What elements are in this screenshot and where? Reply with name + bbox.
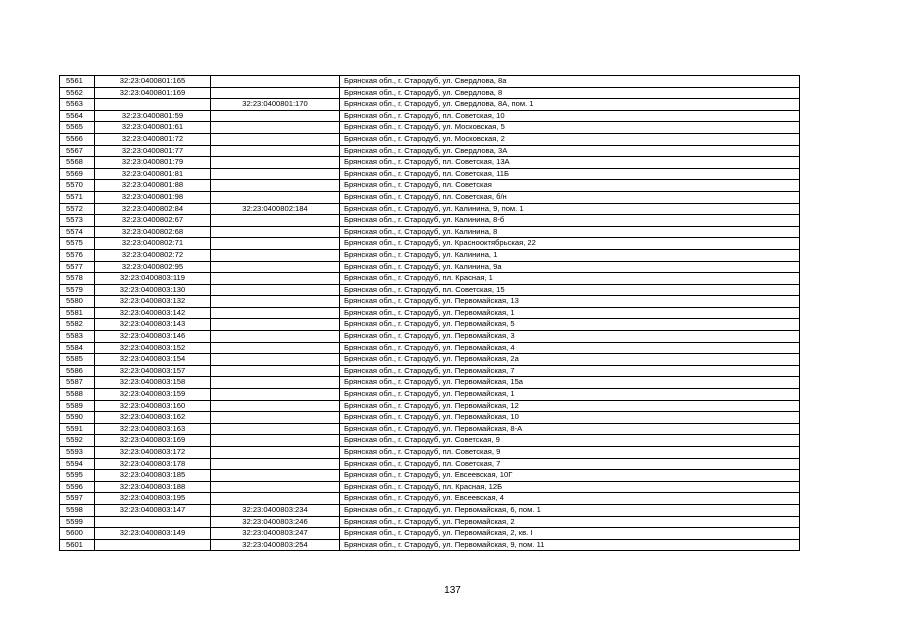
table-row [60,122,800,134]
table-row [60,99,800,111]
row-number-cell: 5591 [60,423,95,435]
cadastral-number-cell: 32:23:0400801:59 [95,110,211,122]
related-cadastral-number-cell [211,481,340,493]
cadastral-number-cell: 32:23:0400801:88 [95,180,211,192]
related-cadastral-number-cell [211,261,340,273]
row-number-cell: 5592 [60,435,95,447]
table-row [60,273,800,285]
cadastral-number-cell: 32:23:0400802:67 [95,215,211,227]
cadastral-number-cell: 32:23:0400803:132 [95,296,211,308]
row-number-cell: 5575 [60,238,95,250]
table-row [60,87,800,99]
table-row [60,145,800,157]
related-cadastral-number-cell [211,157,340,169]
row-number-cell: 5583 [60,331,95,343]
related-cadastral-number-cell [211,377,340,389]
row-number-cell: 5572 [60,203,95,215]
related-cadastral-number-cell [211,400,340,412]
related-cadastral-number-cell: 32:23:0400803:234 [211,504,340,516]
row-number-cell: 5585 [60,354,95,366]
address-cell: Брянская обл., г. Стародуб, ул. Свердлова, 8 [340,87,800,99]
cadastral-number-cell: 32:23:0400803:188 [95,481,211,493]
cadastral-number-cell: 32:23:0400803:195 [95,493,211,505]
address-cell: Брянская обл., г. Стародуб, ул. Первомайская, 7 [340,365,800,377]
table-row [60,191,800,203]
address-cell: Брянская обл., г. Стародуб, ул. Калинина, 8 [340,226,800,238]
address-cell: Брянская обл., г. Стародуб, пл. Красная, 1 [340,273,800,285]
related-cadastral-number-cell: 32:23:0400802:184 [211,203,340,215]
address-cell: Брянская обл., г. Стародуб, ул. Калинина, 8-б [340,215,800,227]
table-row [60,447,800,459]
table-row [60,319,800,331]
table-row [60,226,800,238]
address-cell: Брянская обл., г. Стародуб, ул. Первомайская, 5 [340,319,800,331]
cadastral-number-cell: 32:23:0400802:68 [95,226,211,238]
address-cell: Брянская обл., г. Стародуб, ул. Первомайская, 8-А [340,423,800,435]
cadastral-number-cell: 32:23:0400801:81 [95,168,211,180]
row-number-cell: 5594 [60,458,95,470]
row-number-cell: 5567 [60,145,95,157]
address-cell: Брянская обл., г. Стародуб, пл. Советская, 7 [340,458,800,470]
cadastral-number-cell: 32:23:0400801:77 [95,145,211,157]
cadastral-number-cell: 32:23:0400803:146 [95,331,211,343]
row-number-cell: 5598 [60,504,95,516]
address-cell: Брянская обл., г. Стародуб, ул. Свердлова, 8А, пом. 1 [340,99,800,111]
address-cell: Брянская обл., г. Стародуб, ул. Первомайская, 13 [340,296,800,308]
address-cell: Брянская обл., г. Стародуб, ул. Первомайская, 1 [340,389,800,401]
cadastral-number-cell [95,99,211,111]
related-cadastral-number-cell [211,493,340,505]
row-number-cell: 5576 [60,249,95,261]
related-cadastral-number-cell [211,76,340,88]
table-row [60,296,800,308]
related-cadastral-number-cell [211,319,340,331]
cadastral-number-cell: 32:23:0400803:154 [95,354,211,366]
row-number-cell: 5565 [60,122,95,134]
cadastral-number-cell: 32:23:0400802:71 [95,238,211,250]
row-number-cell: 5577 [60,261,95,273]
address-cell: Брянская обл., г. Стародуб, пл. Советская, 11Б [340,168,800,180]
cadastral-number-cell: 32:23:0400801:72 [95,133,211,145]
row-number-cell: 5561 [60,76,95,88]
address-cell: Брянская обл., г. Стародуб, пл. Красная, 12Б [340,481,800,493]
cadastral-number-cell: 32:23:0400801:165 [95,76,211,88]
cadastral-number-cell: 32:23:0400803:147 [95,504,211,516]
table-row [60,215,800,227]
address-cell: Брянская обл., г. Стародуб, ул. Краснооктябрьская, 22 [340,238,800,250]
address-cell: Брянская обл., г. Стародуб, пл. Советская, 15 [340,284,800,296]
cadastral-number-cell: 32:23:0400803:169 [95,435,211,447]
table-row [60,157,800,169]
address-cell: Брянская обл., г. Стародуб, ул. Первомайская, 9, пом. 11 [340,539,800,551]
related-cadastral-number-cell [211,133,340,145]
cadastral-number-cell [95,516,211,528]
address-cell: Брянская обл., г. Стародуб, ул. Первомайская, 1 [340,307,800,319]
cadastral-number-cell: 32:23:0400803:159 [95,389,211,401]
table-row [60,458,800,470]
related-cadastral-number-cell [211,354,340,366]
row-number-cell: 5568 [60,157,95,169]
table-row [60,342,800,354]
table-row [60,354,800,366]
related-cadastral-number-cell [211,296,340,308]
address-cell: Брянская обл., г. Стародуб, пл. Советская [340,180,800,192]
table-row [60,261,800,273]
row-number-cell: 5586 [60,365,95,377]
cadastral-number-cell: 32:23:0400803:163 [95,423,211,435]
row-number-cell: 5600 [60,528,95,540]
row-number-cell: 5566 [60,133,95,145]
address-cell: Брянская обл., г. Стародуб, ул. Первомайская, 3 [340,331,800,343]
related-cadastral-number-cell [211,331,340,343]
table-row [60,331,800,343]
cadastral-number-cell: 32:23:0400802:95 [95,261,211,273]
table-row [60,493,800,505]
related-cadastral-number-cell [211,191,340,203]
row-number-cell: 5584 [60,342,95,354]
related-cadastral-number-cell [211,470,340,482]
table-row [60,76,800,88]
table-row [60,504,800,516]
table-row [60,400,800,412]
table-row [60,203,800,215]
row-number-cell: 5563 [60,99,95,111]
related-cadastral-number-cell [211,435,340,447]
cadastral-number-cell [95,539,211,551]
row-number-cell: 5597 [60,493,95,505]
table-row [60,423,800,435]
table-row [60,284,800,296]
related-cadastral-number-cell [211,458,340,470]
cadastral-number-cell: 32:23:0400803:157 [95,365,211,377]
related-cadastral-number-cell [211,412,340,424]
cadastral-number-cell: 32:23:0400803:158 [95,377,211,389]
address-cell: Брянская обл., г. Стародуб, пл. Советская, 13А [340,157,800,169]
related-cadastral-number-cell [211,87,340,99]
cadastral-number-cell: 32:23:0400803:130 [95,284,211,296]
row-number-cell: 5599 [60,516,95,528]
related-cadastral-number-cell [211,180,340,192]
table-row [60,435,800,447]
address-cell: Брянская обл., г. Стародуб, ул. Московская, 5 [340,122,800,134]
address-cell: Брянская обл., г. Стародуб, ул. Калинина, 9а [340,261,800,273]
row-number-cell: 5601 [60,539,95,551]
cadastral-number-cell: 32:23:0400802:72 [95,249,211,261]
related-cadastral-number-cell: 32:23:0400803:246 [211,516,340,528]
address-cell: Брянская обл., г. Стародуб, пл. Советская, б/н [340,191,800,203]
row-number-cell: 5590 [60,412,95,424]
row-number-cell: 5573 [60,215,95,227]
registry-table-body [60,76,800,551]
row-number-cell: 5589 [60,400,95,412]
row-number-cell: 5587 [60,377,95,389]
related-cadastral-number-cell: 32:23:0400803:247 [211,528,340,540]
table-row [60,180,800,192]
cadastral-number-cell: 32:23:0400803:162 [95,412,211,424]
address-cell: Брянская обл., г. Стародуб, ул. Евсеевская, 4 [340,493,800,505]
row-number-cell: 5581 [60,307,95,319]
row-number-cell: 5574 [60,226,95,238]
cadastral-number-cell: 32:23:0400803:185 [95,470,211,482]
table-row [60,528,800,540]
row-number-cell: 5570 [60,180,95,192]
table-row [60,470,800,482]
related-cadastral-number-cell [211,168,340,180]
address-cell: Брянская обл., г. Стародуб, пл. Советская, 9 [340,447,800,459]
address-cell: Брянская обл., г. Стародуб, ул. Первомайская, 2, кв. I [340,528,800,540]
address-cell: Брянская обл., г. Стародуб, ул. Калинина, 9, пом. 1 [340,203,800,215]
address-cell: Брянская обл., г. Стародуб, ул. Первомайская, 12 [340,400,800,412]
table-row [60,389,800,401]
row-number-cell: 5582 [60,319,95,331]
address-cell: Брянская обл., г. Стародуб, ул. Советская, 9 [340,435,800,447]
row-number-cell: 5569 [60,168,95,180]
address-cell: Брянская обл., г. Стародуб, ул. Свердлова, 8а [340,76,800,88]
cadastral-number-cell: 32:23:0400803:119 [95,273,211,285]
row-number-cell: 5571 [60,191,95,203]
related-cadastral-number-cell [211,389,340,401]
table-row [60,110,800,122]
row-number-cell: 5595 [60,470,95,482]
cadastral-number-cell: 32:23:0400803:149 [95,528,211,540]
related-cadastral-number-cell: 32:23:0400803:254 [211,539,340,551]
cadastral-number-cell: 32:23:0400802:84 [95,203,211,215]
address-cell: Брянская обл., г. Стародуб, ул. Евсеевская, 10Г [340,470,800,482]
table-row [60,481,800,493]
table-row [60,249,800,261]
row-number-cell: 5564 [60,110,95,122]
row-number-cell: 5593 [60,447,95,459]
property-registry-table [59,75,800,551]
related-cadastral-number-cell [211,307,340,319]
related-cadastral-number-cell [211,365,340,377]
related-cadastral-number-cell [211,215,340,227]
address-cell: Брянская обл., г. Стародуб, ул. Первомайская, 15а [340,377,800,389]
table-row [60,377,800,389]
address-cell: Брянская обл., г. Стародуб, ул. Первомайская, 2 [340,516,800,528]
table-row [60,168,800,180]
related-cadastral-number-cell [211,145,340,157]
row-number-cell: 5588 [60,389,95,401]
row-number-cell: 5579 [60,284,95,296]
cadastral-number-cell: 32:23:0400803:152 [95,342,211,354]
cadastral-number-cell: 32:23:0400801:61 [95,122,211,134]
address-cell: Брянская обл., г. Стародуб, пл. Советская, 10 [340,110,800,122]
related-cadastral-number-cell [211,284,340,296]
address-cell: Брянская обл., г. Стародуб, ул. Первомайская, 10 [340,412,800,424]
row-number-cell: 5578 [60,273,95,285]
table-row [60,412,800,424]
related-cadastral-number-cell [211,273,340,285]
cadastral-number-cell: 32:23:0400803:172 [95,447,211,459]
related-cadastral-number-cell [211,423,340,435]
address-cell: Брянская обл., г. Стародуб, ул. Свердлова, 3А [340,145,800,157]
table-row [60,516,800,528]
row-number-cell: 5562 [60,87,95,99]
address-cell: Брянская обл., г. Стародуб, ул. Московская, 2 [340,133,800,145]
address-cell: Брянская обл., г. Стародуб, ул. Калинина, 1 [340,249,800,261]
row-number-cell: 5596 [60,481,95,493]
related-cadastral-number-cell [211,447,340,459]
address-cell: Брянская обл., г. Стародуб, ул. Первомайская, 6, пом. 1 [340,504,800,516]
related-cadastral-number-cell [211,249,340,261]
cadastral-number-cell: 32:23:0400803:160 [95,400,211,412]
cadastral-number-cell: 32:23:0400801:79 [95,157,211,169]
related-cadastral-number-cell: 32:23:0400801:170 [211,99,340,111]
page-number: 137 [444,585,461,596]
related-cadastral-number-cell [211,110,340,122]
cadastral-number-cell: 32:23:0400803:142 [95,307,211,319]
table-row [60,539,800,551]
related-cadastral-number-cell [211,226,340,238]
table-row [60,133,800,145]
cadastral-number-cell: 32:23:0400803:143 [95,319,211,331]
related-cadastral-number-cell [211,342,340,354]
table-row [60,238,800,250]
related-cadastral-number-cell [211,122,340,134]
related-cadastral-number-cell [211,238,340,250]
cadastral-number-cell: 32:23:0400801:169 [95,87,211,99]
table-row [60,365,800,377]
address-cell: Брянская обл., г. Стародуб, ул. Первомайская, 2а [340,354,800,366]
address-cell: Брянская обл., г. Стародуб, ул. Первомайская, 4 [340,342,800,354]
cadastral-number-cell: 32:23:0400803:178 [95,458,211,470]
table-row [60,307,800,319]
cadastral-number-cell: 32:23:0400801:98 [95,191,211,203]
row-number-cell: 5580 [60,296,95,308]
